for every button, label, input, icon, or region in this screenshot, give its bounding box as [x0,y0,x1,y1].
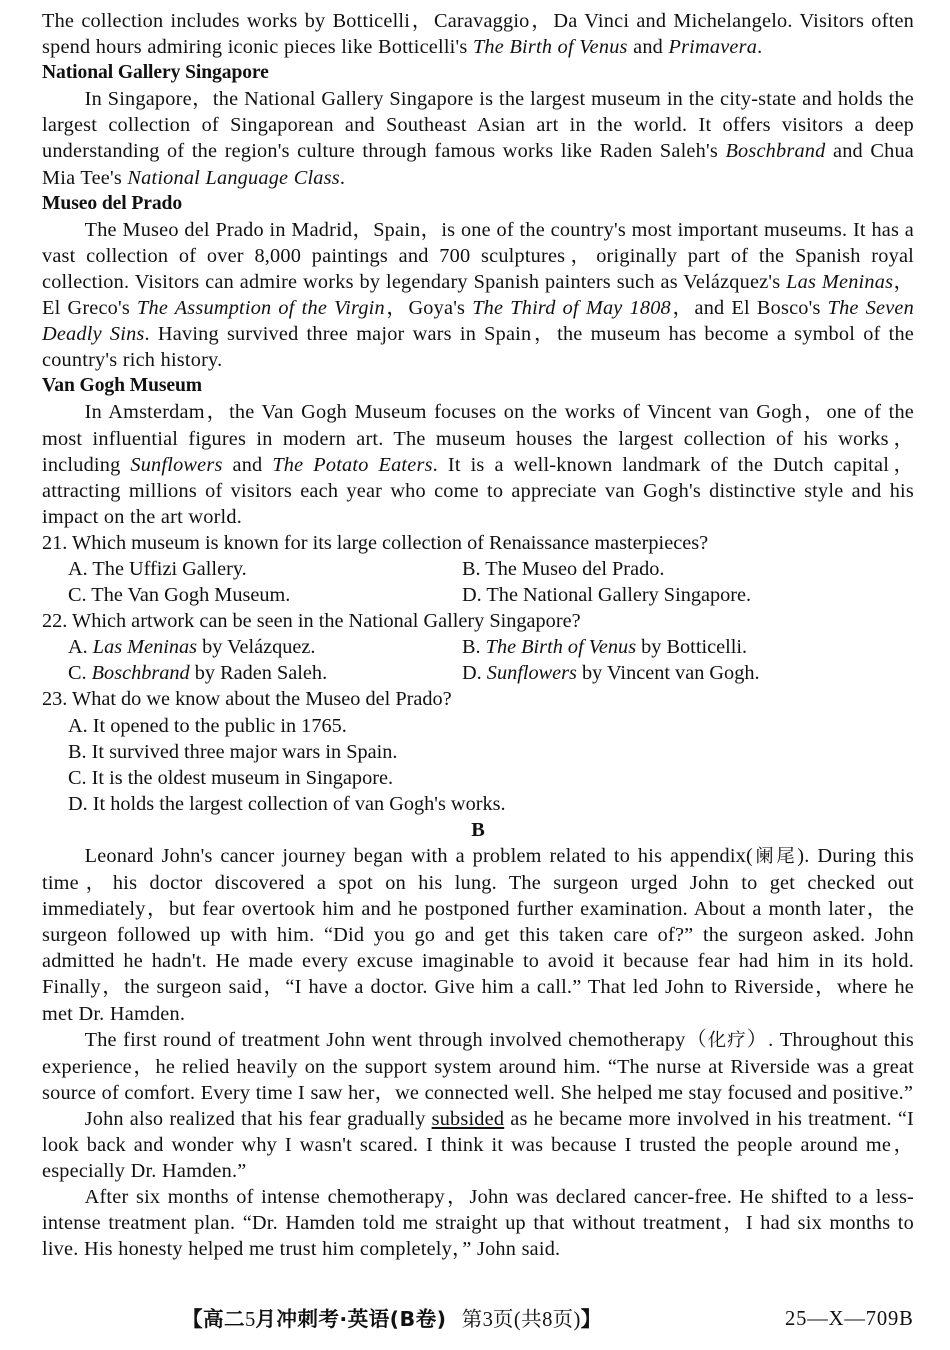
artwork-title-potato-eaters: The Potato Eaters [272,453,433,476]
footer-bracket-close: 】 [580,1307,602,1331]
question-22-option-d[interactable] [462,660,914,686]
paragraph-text-mid: and [627,36,669,59]
question-21-option-c[interactable]: C. The Van Gogh Museum. [68,584,291,607]
artwork-title-assumption-of-the-virgin: The Assumption of the Virgin [137,297,385,320]
artwork-title-third-of-may-1808: The Third of May 1808 [472,297,671,320]
passage-b-paragraph-4: After six months of intense chemotherapy，John was declared cancer-free. He shifted to a less-intense treatment plan. “Dr. Hamden told me straight up that without treatment，I had six months to live. His honesty helped me trust him completely，” John said. [42,1186,914,1261]
artwork-title-sunflowers: Sunflowers [130,453,223,476]
artwork-title-las-meninas: Las Meninas [786,270,894,293]
passage-b-paragraph-3 [42,1106,914,1184]
heading-national-gallery-singapore: National Gallery Singapore [42,62,269,84]
question-22-stem: 22. Which artwork can be seen in the National Gallery Singapore? [42,610,581,633]
footer-bracket-open: 【 [182,1307,204,1331]
passage-b-paragraph-2 [42,1027,914,1106]
question-23-stem: 23. What do we know about the Museo del Prado? [42,688,452,711]
paragraph-museo-del-prado [42,217,914,374]
paragraph-text: Leonard John's cancer journey began with a problem related to his appendix( [84,845,753,867]
paragraph-text-end: . It is a well-known landmark of the Dutch capital，attracting millions of visitors each year who come to appreciate van Gogh's distinctive style and his impact on the art world. [42,453,914,528]
artwork-title-boschbrand: Boschbrand [91,662,190,685]
question-21-option-a[interactable]: A. The Uffizi Gallery. [68,557,247,580]
artwork-title-birth-of-venus: The Birth of Venus [472,36,628,59]
question-23-option-c[interactable]: C. It is the oldest museum in Singapore. [68,766,394,789]
paragraph-text-mid: and Chua Mia Tee's [42,140,914,189]
option-text: by Raden Saleh. [189,662,328,685]
footer-page-prefix: 第 [461,1309,483,1331]
footer-volume-label: 卷) [415,1307,447,1331]
footer-separator-dot: · [339,1307,348,1331]
question-22-option-a[interactable] [68,634,462,660]
paragraph-text-5: . Having survived three major wars in Spain，the museum has become a symbol of the country's rich history. [42,323,914,372]
paragraph-text: The Museo del Prado in Madrid，Spain，is one of the country's most important museums. It has a vast collection of over 8,000 paintings and 700 sculptures，originally part of the Spanish royal collection. Visitors can admire works by legendary Spanish painters such as Velázquez's [42,218,914,293]
question-21-options-row-1 [42,556,914,582]
question-21-option-d[interactable]: D. The National Gallery Singapore. [462,584,752,607]
footer-exam-title [182,1302,602,1337]
artwork-title-seven-deadly-sins: The Seven Deadly Sins [42,297,914,346]
question-23-option-d[interactable]: D. It holds the largest collection of van Gogh's works. [68,792,506,815]
footer-volume: (B [389,1307,416,1331]
content-column [42,8,914,1263]
footer-grade-label: 高二 [203,1307,246,1331]
option-text: by Botticelli. [636,636,748,659]
paragraph-text: In Amsterdam，the Van Gogh Museum focuses on the works of Vincent van Gogh，one of the most influential figures in modern art. The museum houses the largest collection of his works，including [42,401,914,476]
paragraph-text-3: ，Goya's [384,297,473,320]
heading-museo-del-prado: Museo del Prado [42,192,183,214]
option-text: by Velázquez. [197,636,316,659]
artwork-title-national-language-class: National Language Class [127,166,340,189]
passage-b-section-letter: B [471,818,485,841]
paragraph-text-4: ，and El Bosco's [670,297,828,320]
footer-exam-name: 月冲刺考 [255,1307,340,1331]
footer-page-mid: 页(共 [492,1309,543,1331]
option-text: by Vincent van Gogh. [576,662,760,685]
paragraph-text-end: . [757,36,763,59]
footer-month: 5 [245,1309,256,1331]
paragraph-text-mid: and [222,453,273,476]
option-label: D. [462,662,487,685]
paragraph-text: John also realized that his fear gradually [84,1107,432,1130]
question-22-option-c[interactable] [68,660,462,686]
paragraph-text-2: ，El Greco's [42,270,915,320]
heading-van-gogh-museum: Van Gogh Museum [42,375,203,397]
paragraph-text: The collection includes works by Botticelli，Caravaggio，Da Vinci and Michelangelo. Visitors often spend hours admiring iconic pieces like Botticelli's [42,10,914,59]
page-footer [0,1302,950,1336]
passage-b-paragraph-1 [42,843,914,1027]
footer-total-pages: 8 [542,1309,553,1331]
artwork-title-sunflowers: Sunflowers [486,662,577,685]
option-label: B. [462,636,486,659]
question-21-options-row-2 [42,582,914,608]
footer-subject: 英语 [347,1307,390,1331]
artwork-title-las-meninas: Las Meninas [92,636,198,659]
underlined-word-subsided: subsided [431,1107,505,1130]
footer-page-suffix: 页) [552,1309,581,1331]
paragraph-uffizi-tail [42,8,914,60]
paragraph-text: The first round of treatment John went through involved chemotherapy（ [84,1028,708,1051]
paragraph-national-gallery-singapore [42,86,914,190]
chinese-gloss-appendix: 阑尾 [752,846,798,867]
question-22-option-b[interactable] [462,634,914,660]
footer-page-number: 3 [482,1309,493,1331]
question-22-options-row-1 [42,634,914,660]
footer-paper-code: 25—X—709B [785,1308,914,1330]
question-23-option-b[interactable]: B. It survived three major wars in Spain. [68,740,398,763]
option-label: C. [68,662,92,685]
paragraph-text-end: ）. Throughout this experience，he relied heavily on the support system around him. “The nurse at Riverside was a great source of comfort. Every time I saw her，we connected well. She helped me stay focused and positive.” [42,1028,915,1104]
paragraph-van-gogh-museum [42,399,914,529]
option-label: A. [68,636,93,659]
paragraph-text-end: as he became more involved in his treatment. “I look back and wonder why I wasn't scared. I think it was because I trusted the people around me，especially Dr. Hamden.” [42,1107,914,1183]
paragraph-text-end: . [339,166,346,189]
chinese-gloss-chemotherapy: 化疗 [707,1029,747,1051]
question-22-options-row-2 [42,660,914,686]
artwork-title-birth-of-venus: The Birth of Venus [485,636,637,659]
question-23-option-a[interactable]: A. It opened to the public in 1765. [68,714,347,737]
paragraph-text: In Singapore，the National Gallery Singapore is the largest museum in the city-state and holds the largest collection of Singaporean and Southeast Asian art in the world. It offers visitors a deep understanding of the region's culture through famous works like Raden Saleh's [42,88,914,163]
question-21-option-b[interactable]: B. The Museo del Prado. [462,557,665,580]
paragraph-text-end: ). During this time，his doctor discovered a spot on his lung. The surgeon urged John to get checked out immediately，but fear overtook him and he postponed further examination. About a month later，the surgeon followed up with him. “Did you go and get this taken care of?” the surgeon asked. John admitted he hadn't. He made every excuse imaginable to avoid it because fear had him in its hold. Finally，the surgeon said，“I have a doctor. Give him a call.” That led John to Riverside，where he met Dr. Hamden. [42,845,914,1025]
artwork-title-primavera: Primavera [668,36,758,59]
question-21-stem: 21. Which museum is known for its large collection of Renaissance masterpieces? [42,531,709,554]
artwork-title-boschbrand: Boschbrand [725,140,826,163]
